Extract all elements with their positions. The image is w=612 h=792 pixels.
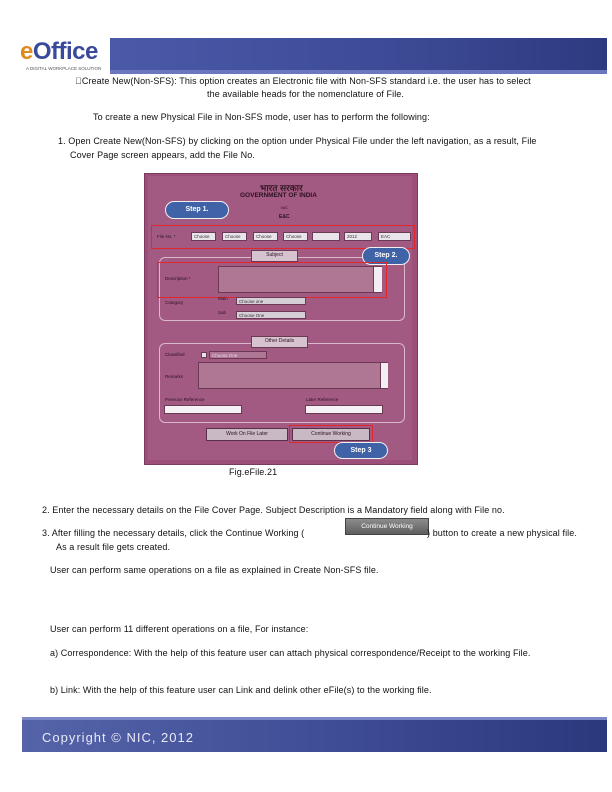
subject-section-title: Subject xyxy=(251,250,298,262)
goi-hindi-heading: भारत सरकार xyxy=(260,183,303,193)
same-operations-text: User can perform same operations on a file as explained in Create Non-SFS file. xyxy=(50,565,379,575)
other-details-title: Other Details xyxy=(251,336,308,348)
step1-callout: Step 1. xyxy=(165,201,229,219)
remarks-label: Remarks xyxy=(165,374,184,379)
file-no-label: File No. * xyxy=(157,234,176,239)
file-no-part2-select[interactable]: Choose xyxy=(222,232,247,241)
step2-text: 2. Enter the necessary details on the File Cover Page. Subject Description is a Mandatory field along with File no. xyxy=(42,505,505,515)
step1-line1: 1. Open Create New(Non-SFS) by clicking on the option under Physical File under the left navigation, as a result, File xyxy=(58,136,537,146)
classified-checkbox[interactable] xyxy=(201,352,207,358)
org-label: NIC xyxy=(281,205,288,210)
previous-reference-input[interactable] xyxy=(164,405,242,414)
item-link: b) Link: With the help of this feature user can Link and delink other eFile(s) to the working file. xyxy=(50,685,432,695)
dept-label: E&C xyxy=(279,214,290,220)
category-sub-select[interactable]: Choose One xyxy=(236,311,306,319)
figure-caption: Fig.eFile.21 xyxy=(229,467,278,477)
file-no-part1-select[interactable]: Choose xyxy=(191,232,216,241)
step3-text-line2: As a result file gets created. xyxy=(56,542,171,552)
category-main-select[interactable]: Choose one xyxy=(236,297,306,305)
bullet-create-new-line2: the available heads for the nomenclature of File. xyxy=(207,89,405,99)
header-stripe xyxy=(110,70,607,74)
category-sub-label: Sub xyxy=(218,310,227,315)
description-label: Description * xyxy=(165,276,191,281)
description-textarea[interactable] xyxy=(218,266,382,293)
intro-paragraph: To create a new Physical File in Non-SFS mode, user has to perform the following: xyxy=(93,112,430,122)
step3-text-part1: 3. After filling the necessary details, click the Continue Working ( xyxy=(42,528,305,538)
step2-callout: Step 2. xyxy=(362,247,410,265)
work-on-file-later-button[interactable]: Work On File Later xyxy=(206,428,288,441)
later-reference-label: Later Reference xyxy=(306,397,339,402)
file-no-dept-select[interactable]: EAC xyxy=(378,232,411,241)
header-band xyxy=(110,38,607,74)
classified-label: Classified xyxy=(165,352,185,357)
continue-working-button[interactable]: Continue Working xyxy=(292,428,370,441)
category-main-label: Main xyxy=(218,296,228,301)
step1-line2: Cover Page screen appears, add the File No. xyxy=(70,150,255,160)
description-scrollbar[interactable] xyxy=(373,267,382,292)
file-no-serial-input[interactable] xyxy=(312,232,340,241)
file-no-part4-select[interactable]: Choose xyxy=(283,232,308,241)
remarks-scrollbar[interactable] xyxy=(380,363,388,388)
remarks-textarea[interactable] xyxy=(198,362,388,389)
eoffice-logo: eOffice xyxy=(20,38,98,65)
later-reference-input[interactable] xyxy=(305,405,383,414)
file-no-year-select[interactable]: 2012 xyxy=(344,232,372,241)
operations-intro-text: User can perform 11 different operations on a file, For instance: xyxy=(50,624,309,634)
bullet-create-new-line1: Create New(Non-SFS): This option creates an Electronic file with Non-SFS standard i.e. the user has to select xyxy=(75,76,524,86)
file-no-part3-select[interactable]: Choose xyxy=(253,232,278,241)
category-label: Category xyxy=(165,300,184,305)
step3-text-part2: ) button to create a new physical file. xyxy=(427,528,577,538)
footer-copyright: Copyright © NIC, 2012 xyxy=(42,730,194,745)
classified-select[interactable]: Choose One xyxy=(209,351,267,359)
item-correspondence: a) Correspondence: With the help of this feature user can attach physical correspondence/Receipt to the working File. xyxy=(50,648,531,658)
step3-callout: Step 3 xyxy=(334,442,388,459)
footer-stripe xyxy=(22,717,607,720)
goi-english-heading: GOVERNMENT OF INDIA xyxy=(240,192,317,199)
previous-reference-label: Previous Reference xyxy=(165,397,205,402)
continue-working-inline-button: Continue Working xyxy=(345,518,429,535)
logo-tagline: A DIGITAL WORKPLACE SOLUTION xyxy=(26,66,102,71)
